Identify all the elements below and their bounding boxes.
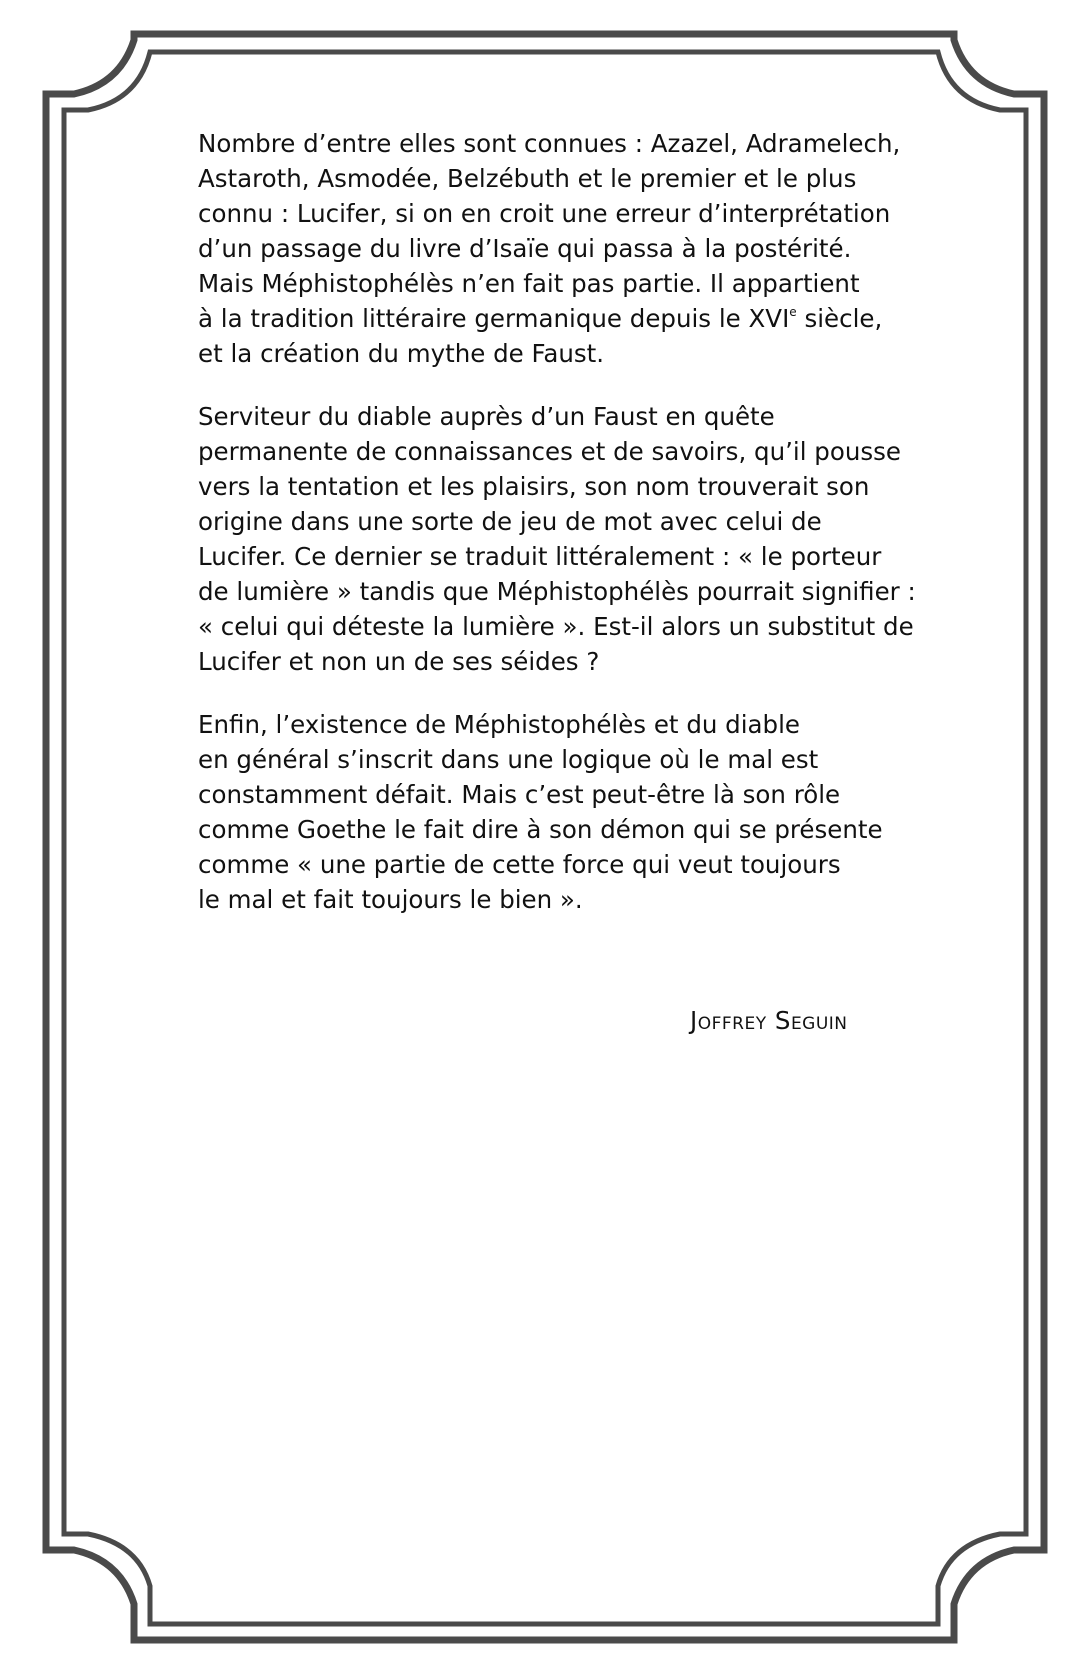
article-body: [198, 126, 958, 945]
text-line: Astaroth, Asmodée, Belzébuth et le premier et le plus: [198, 164, 857, 193]
text-line: comme « une partie de cette force qui veut toujours: [198, 850, 841, 879]
text-line: Serviteur du diable auprès d’un Faust en quête: [198, 402, 775, 431]
text-line: origine dans une sorte de jeu de mot avec celui de: [198, 507, 822, 536]
text-line: « celui qui déteste la lumière ». Est-il alors un substitut de: [198, 612, 914, 641]
paragraph-1: [198, 126, 958, 371]
text-line: Mais Méphistophélès n’en fait pas partie. Il appartient: [198, 269, 860, 298]
text-line: le mal et fait toujours le bien ».: [198, 885, 583, 914]
text-line-part: siècle,: [796, 304, 883, 333]
paragraph-2: [198, 399, 958, 679]
text-line: Lucifer et non un de ses séides ?: [198, 647, 600, 676]
superscript-e: e: [789, 305, 797, 319]
text-line: d’un passage du livre d’Isaïe qui passa à la postérité.: [198, 234, 852, 263]
text-line-part: à la tradition littéraire germanique depuis le XVI: [198, 304, 790, 333]
text-line: [198, 301, 958, 336]
text-line: Nombre d’entre elles sont connues : Azazel, Adramelech,: [198, 129, 901, 158]
text-line: Lucifer. Ce dernier se traduit littéralement : « le porteur: [198, 542, 882, 571]
author-signature: Joffrey Seguin: [690, 1006, 848, 1035]
text-line: vers la tentation et les plaisirs, son nom trouverait son: [198, 472, 870, 501]
text-line: comme Goethe le fait dire à son démon qui se présente: [198, 815, 883, 844]
text-line: connu : Lucifer, si on en croit une erreur d’interprétation: [198, 199, 891, 228]
text-line: permanente de connaissances et de savoirs, qu’il pousse: [198, 437, 901, 466]
paragraph-3: [198, 707, 958, 917]
text-line: en général s’inscrit dans une logique où le mal est: [198, 745, 819, 774]
text-line: et la création du mythe de Faust.: [198, 339, 605, 368]
text-line: constamment défait. Mais c’est peut-être là son rôle: [198, 780, 841, 809]
text-line: Enfin, l’existence de Méphistophélès et du diable: [198, 710, 800, 739]
text-line: de lumière » tandis que Méphistophélès pourrait signifier :: [198, 577, 916, 606]
